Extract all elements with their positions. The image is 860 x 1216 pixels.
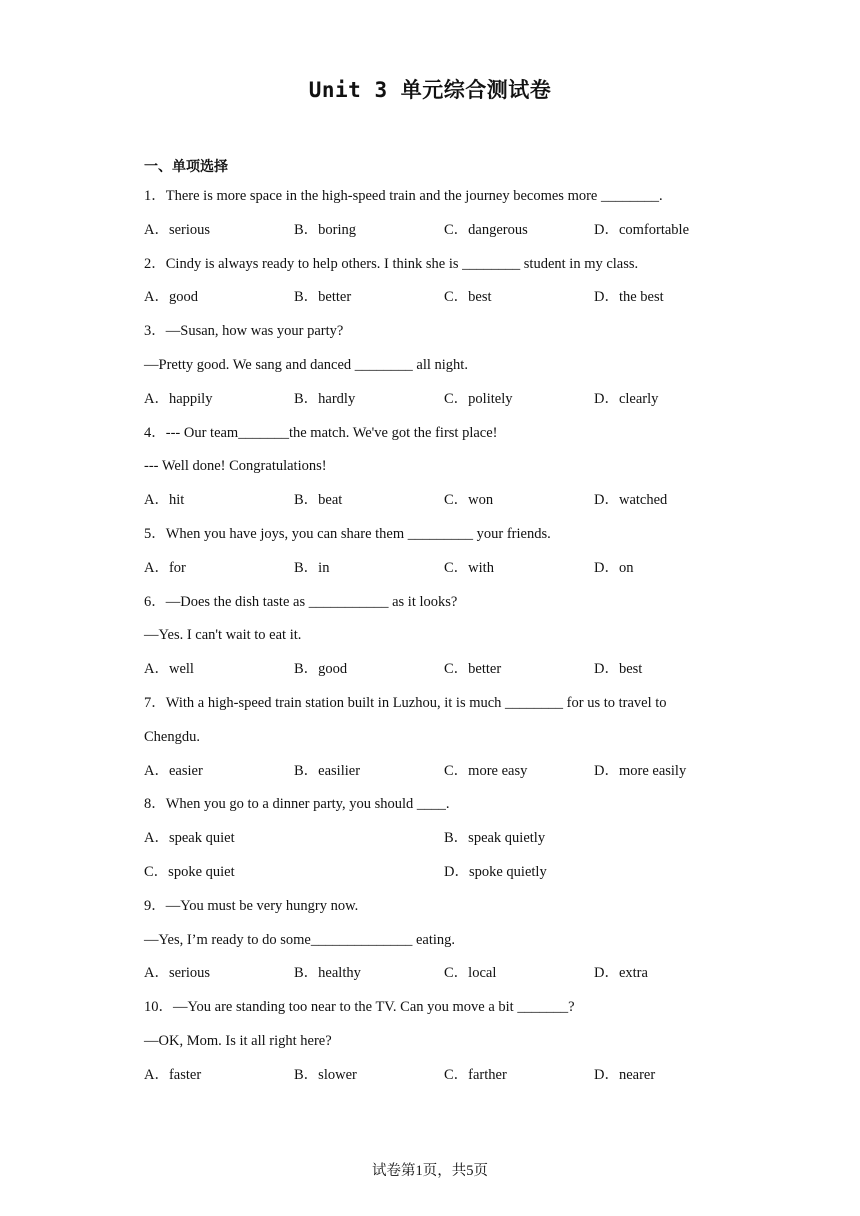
option-row [144, 856, 724, 890]
answer-option: D．watched [594, 492, 668, 509]
question-stem: 7．With a high-speed train station built in Luzhou, it is much ________ for us to travel to [144, 694, 667, 711]
answer-option: C．politely [444, 390, 513, 407]
answer-option: B．easilier [294, 762, 361, 779]
option-row [144, 552, 724, 586]
option-row [144, 957, 724, 991]
answer-option: B．slower [294, 1066, 357, 1083]
question-block [144, 248, 724, 316]
answer-option: A．good [144, 289, 198, 306]
question-block [144, 180, 724, 248]
answer-option: A．for [144, 559, 186, 576]
question-line: Chengdu. [144, 728, 200, 745]
answer-option: C．best [444, 289, 492, 306]
answer-option: D．best [594, 661, 643, 678]
answer-option: D．clearly [594, 390, 659, 407]
answer-option: A．well [144, 661, 194, 678]
question-block [144, 417, 724, 518]
answer-option: D．comfortable [594, 221, 690, 238]
question-stem: 5．When you have joys, you can share them _________ your friends. [144, 525, 551, 542]
answer-option: C．farther [444, 1066, 507, 1083]
answer-option: B．better [294, 289, 352, 306]
answer-option: B．good [294, 661, 348, 678]
question-line: —Pretty good. We sang and danced ________ all night. [144, 356, 468, 373]
answer-option: D．on [594, 559, 634, 576]
answer-option: D．extra [594, 965, 648, 982]
question-stem: 4．--- Our team_______the match. We've got the first place! [144, 424, 498, 441]
answer-option: D．more easily [594, 762, 687, 779]
answer-option: D．nearer [594, 1066, 656, 1083]
answer-option: B．hardly [294, 390, 356, 407]
option-row [144, 755, 724, 789]
section-heading: 一、单项选择 [144, 159, 228, 175]
question-block [144, 890, 724, 991]
question-line: --- Well done! Congratulations! [144, 458, 327, 475]
option-row [144, 214, 724, 248]
answer-option: B．speak quietly [444, 830, 546, 847]
question-list [144, 180, 724, 1093]
option-row [144, 383, 724, 417]
answer-option: C．dangerous [444, 221, 528, 238]
answer-option: A．speak quiet [144, 830, 235, 847]
answer-option: A．serious [144, 221, 211, 238]
question-line: —Yes, I’m ready to do some______________ eating. [144, 931, 456, 948]
option-row [144, 281, 724, 315]
page-footer: 试卷第1页，共5页 [372, 1163, 488, 1179]
question-stem: 6．—Does the dish taste as ___________ as it looks? [144, 593, 458, 610]
question-stem: 9．—You must be very hungry now. [144, 897, 359, 914]
option-row [144, 484, 724, 518]
answer-option: C．won [444, 492, 494, 509]
question-block [144, 991, 724, 1092]
answer-option: D．spoke quietly [444, 863, 547, 880]
option-row [144, 1059, 724, 1093]
question-stem: 10．—You are standing too near to the TV. Can you move a bit _______? [144, 999, 575, 1016]
answer-option: B．boring [294, 221, 357, 238]
question-stem: 3．—Susan, how was your party? [144, 323, 344, 340]
question-block [144, 687, 724, 788]
answer-option: A．happily [144, 390, 213, 407]
answer-option: D．the best [594, 289, 664, 306]
question-block [144, 586, 724, 687]
answer-option: C．local [444, 965, 497, 982]
answer-option: A．hit [144, 492, 185, 509]
answer-option: C．more easy [444, 762, 528, 779]
question-block [144, 315, 724, 416]
answer-option: C．better [444, 661, 502, 678]
question-block [144, 518, 724, 586]
answer-option: B．in [294, 559, 330, 576]
answer-option: A．serious [144, 965, 211, 982]
question-line: —OK, Mom. Is it all right here? [144, 1032, 332, 1049]
question-line: —Yes. I can't wait to eat it. [144, 627, 302, 644]
answer-option: C．spoke quiet [144, 863, 235, 880]
question-stem: 8．When you go to a dinner party, you should ____. [144, 796, 450, 813]
answer-option: A．faster [144, 1066, 202, 1083]
question-block [144, 788, 724, 889]
answer-option: B．beat [294, 492, 343, 509]
option-row [144, 653, 724, 687]
page-title: Unit 3 单元综合测试卷 [308, 78, 552, 102]
option-row [144, 822, 724, 856]
question-stem: 2．Cindy is always ready to help others. I think she is ________ student in my class. [144, 255, 639, 272]
answer-option: A．easier [144, 762, 203, 779]
answer-option: C．with [444, 559, 494, 576]
answer-option: B．healthy [294, 965, 361, 982]
question-stem: 1．There is more space in the high-speed train and the journey becomes more ________. [144, 188, 663, 204]
